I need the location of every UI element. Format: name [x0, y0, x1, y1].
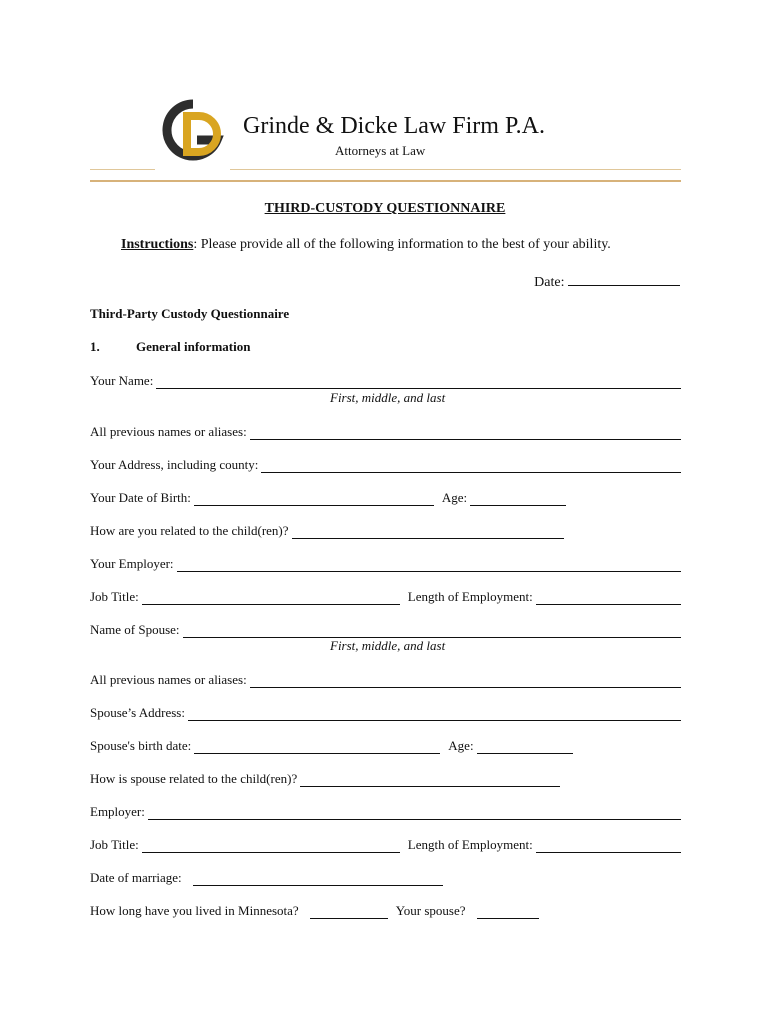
spouse-age-label: Age: [448, 738, 474, 753]
subsection-number: 1. [90, 339, 100, 354]
your-name-label: Your Name: [90, 373, 154, 388]
employer-label: Your Employer: [90, 556, 174, 571]
spouse-lived-label: Your spouse? [395, 903, 466, 918]
spouse-dob-row [90, 736, 681, 754]
your-name-field[interactable] [156, 375, 681, 389]
job-title-label: Job Title: [90, 589, 139, 604]
instructions [121, 237, 611, 253]
spouse-relation-field[interactable] [300, 773, 560, 787]
spouse-relation-label: How is spouse related to the child(ren)? [90, 771, 298, 786]
your-name-row [90, 371, 681, 389]
spouse-aliases-label: All previous names or aliases: [90, 672, 247, 687]
job-title-field[interactable] [142, 591, 400, 605]
section-title: Third-Party Custody Questionnaire [90, 306, 290, 321]
address-field[interactable] [261, 459, 681, 473]
spouse-length-employment-label: Length of Employment: [407, 837, 533, 852]
document-title: THIRD-CUSTODY QUESTIONNAIRE [264, 201, 506, 216]
aliases-row [90, 422, 681, 440]
spouse-job-title-label: Job Title: [90, 837, 139, 852]
spouse-aliases-row [90, 670, 681, 688]
spouse-length-employment-field[interactable] [536, 839, 681, 853]
firm-logo-icon [157, 96, 229, 168]
header-rule-thick [90, 180, 681, 182]
lived-mn-label: How long have you lived in Minnesota? [90, 903, 299, 918]
spouse-age-field[interactable] [477, 740, 573, 754]
date-field[interactable] [568, 272, 680, 286]
date-label: Date: [534, 275, 565, 290]
spouse-dob-field[interactable] [194, 740, 440, 754]
aliases-field[interactable] [250, 426, 681, 440]
instructions-label: Instructions [121, 237, 194, 252]
dob-label: Your Date of Birth: [90, 490, 191, 505]
relation-label: How are you related to the child(ren)? [90, 523, 289, 538]
employer-row [90, 554, 681, 572]
spouse-relation-row [90, 769, 681, 787]
spouse-name-label: Name of Spouse: [90, 622, 180, 637]
relation-field[interactable] [292, 525, 564, 539]
rule-gap [155, 168, 230, 172]
lived-mn-field[interactable] [310, 905, 388, 919]
spouse-job-row [90, 835, 681, 853]
dob-row [90, 488, 681, 506]
firm-name: Grinde & Dicke Law Firm P.A. [243, 113, 545, 139]
spouse-name-helper-text: First, middle, and last [330, 638, 446, 653]
firm-tagline: Attorneys at Law [335, 143, 426, 158]
age-label: Age: [441, 490, 468, 505]
instructions-text: : Please provide all of the following information to the best of your ability. [193, 237, 611, 252]
subsection-title: General information [136, 339, 251, 354]
relation-row [90, 521, 681, 539]
length-employment-label: Length of Employment: [407, 589, 533, 604]
marriage-date-label: Date of marriage: [90, 870, 182, 885]
spouse-name-field[interactable] [183, 624, 681, 638]
spouse-address-field[interactable] [188, 707, 681, 721]
spouse-job-title-field[interactable] [142, 839, 400, 853]
employer-field[interactable] [177, 558, 681, 572]
spouse-address-row [90, 703, 681, 721]
spouse-employer-label: Employer: [90, 804, 145, 819]
spouse-aliases-field[interactable] [250, 674, 681, 688]
length-employment-field[interactable] [536, 591, 681, 605]
marriage-date-field[interactable] [193, 872, 443, 886]
age-field[interactable] [470, 492, 566, 506]
spouse-employer-row [90, 802, 681, 820]
marriage-row [90, 868, 681, 886]
spouse-address-label: Spouse’s Address: [90, 705, 185, 720]
address-label: Your Address, including county: [90, 457, 259, 472]
job-row [90, 587, 681, 605]
spouse-lived-field[interactable] [477, 905, 539, 919]
name-helper-text: First, middle, and last [330, 390, 446, 405]
dob-field[interactable] [194, 492, 434, 506]
spouse-employer-field[interactable] [148, 806, 681, 820]
date-row [534, 272, 680, 291]
spouse-name-row [90, 620, 681, 638]
aliases-label: All previous names or aliases: [90, 424, 247, 439]
spouse-dob-label: Spouse's birth date: [90, 738, 192, 753]
residence-row [90, 901, 681, 919]
address-row [90, 455, 681, 473]
